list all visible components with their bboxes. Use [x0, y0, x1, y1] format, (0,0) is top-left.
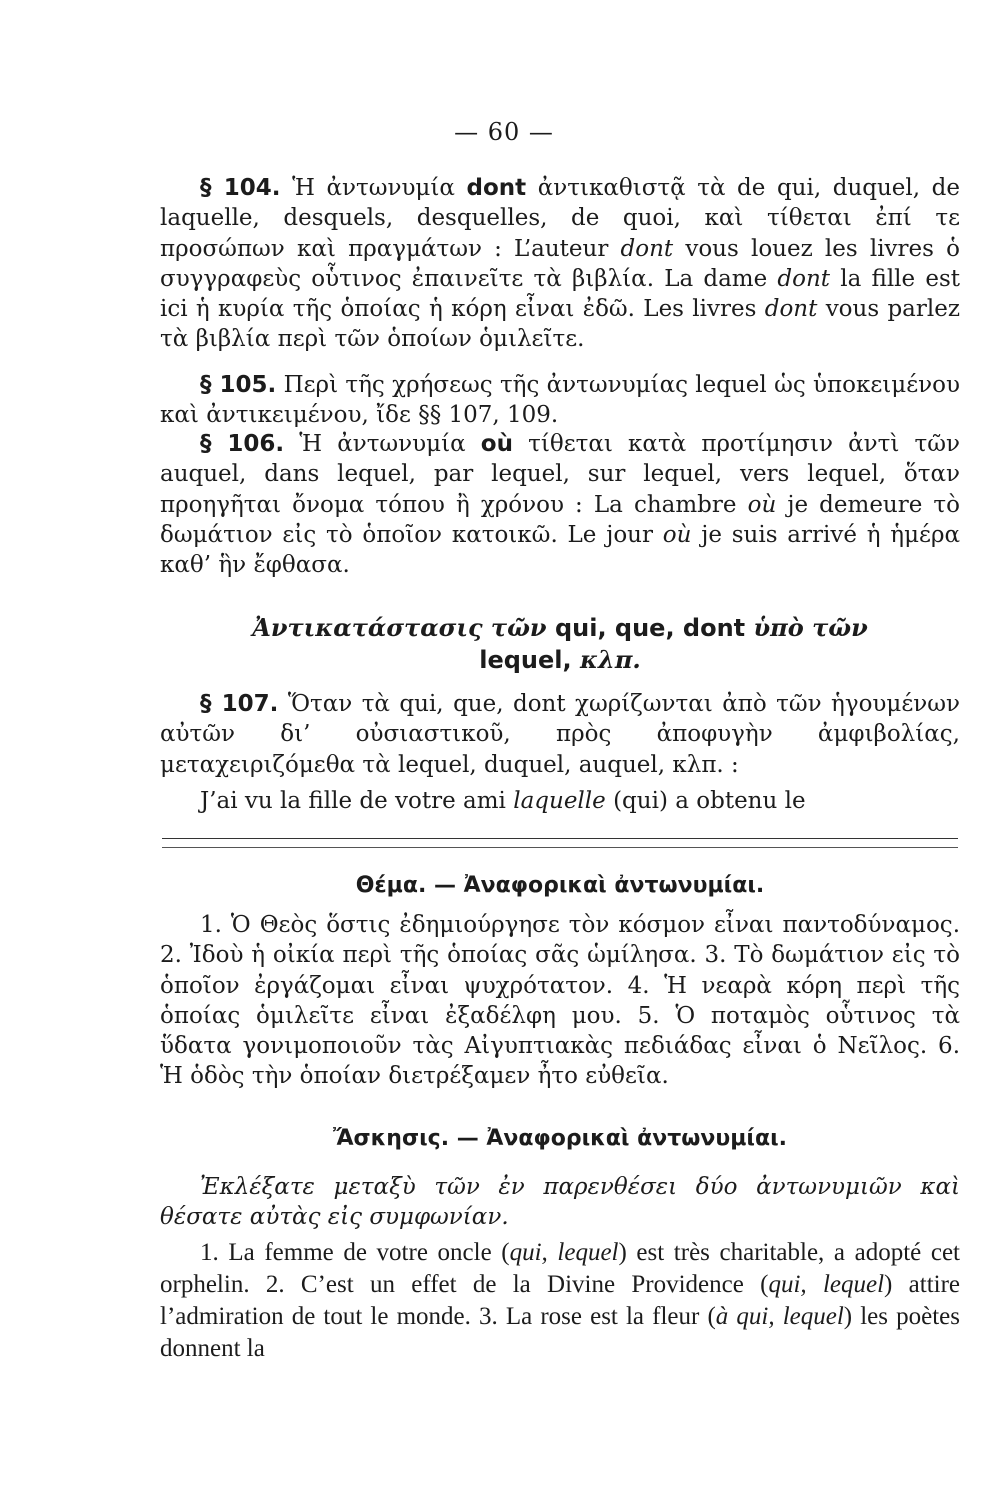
- askisis-exercises: 1. La femme de votre oncle (qui, lequel) est très charitable, a adopté cet orphelin. 2. C’est un effet de la Divine Providence (qui, lequel) attire l’admiration de tout le monde. 3. La rose est la fleur (à qui, lequel) les poètes donnent la: [160, 1239, 961, 1362]
- thema-title: Θέμα. — Ἀναφορικαὶ ἀντωνυμίαι.: [355, 873, 765, 898]
- section-mark: § 106.: [200, 431, 285, 457]
- section-107: § 107. Ὅταν τὰ qui, que, dont χωρίζωνται ἀπὸ τῶν ἡγουμένων αὐτῶν δι’ οὐσιαστικοῦ, πρὸς ἀποφυγὴν ἀμφιβολίας, μεταχειριζόμεθα τὰ lequel, duquel, auquel, κλπ. :: [160, 691, 960, 778]
- subheading: Ἀντικατάστασις τῶν qui, que, dont ὑπὸ τῶν lequel, κλπ.: [252, 613, 868, 674]
- divider: [162, 847, 958, 848]
- keyword: où: [480, 431, 513, 457]
- section-mark: § 104.: [200, 175, 281, 201]
- thema-text: 1. Ὁ Θεὸς ὅστις ἐδημιούργησε τὸν κόσμον εἶναι παντοδύναμος. 2. Ἰδοὺ ἡ οἰκία περὶ τῆς ὁποίας σᾶς ὡμίλησα. 3. Τὸ δωμάτιον εἰς τὸ ὁποῖον ἐργάζομαι εἶναι ψυχρότατον. 4. Ἡ νεαρὰ κόρη περὶ τῆς ὁποίας ὁμιλεῖτε εἶναι ἐξαδέλφη μου. 5. Ὁ ποταμὸς οὗτινος τὰ ὕδατα γονιμοποιοῦν τὰς Αἰγυπτιακὰς πεδιάδας εἶναι ὁ Νεῖλος. 6. Ἡ ὁδὸς τὴν ὁποίαν διετρέξαμεν ἦτο εὐθεῖα.: [160, 912, 960, 1090]
- section-mark: § 107.: [200, 691, 279, 717]
- askisis-instruction: Ἐκλέξατε μεταξὺ τῶν ἐν παρενθέσει δύο ἀντωνυμιῶν καὶ θέσατε αὐτὰς εἰς συμφωνίαν.: [160, 1174, 960, 1231]
- section-mark: § 105.: [200, 372, 277, 398]
- section-104: § 104. Ἡ ἀντωνυμία dont ἀντικαθιστᾷ τὰ de qui, duquel, de laquelle, desquels, desquelles, de quoi, καὶ τίθεται ἐπί τε προσώπων καὶ πραγμάτων : L’auteur dont vous louez les livres ὁ συγγραφεὺς οὗτινος ἐπαινεῖτε τὰ βιβλία. La dame dont la fille est ici ἡ κυρία τῆς ὁποίας ἡ κόρη εἶναι ἐδῶ. Les livres dont vous parlez τὰ βιβλία περὶ τῶν ὁποίων ὁμιλεῖτε.: [160, 175, 960, 353]
- keyword: dont: [466, 175, 527, 201]
- page-number: — 60 —: [454, 118, 554, 146]
- section-106: § 106. Ἡ ἀντωνυμία où τίθεται κατὰ προτίμησιν ἀντὶ τῶν auquel, dans lequel, par lequel, sur lequel, vers lequel, ὅταν προηγῆται ὄνομα τόπου ἢ χρόνου : La chambre où je demeure τὸ δωμάτιον εἰς τὸ ὁποῖον κατοικῶ. Le jour où je suis arrivé ἡ ἡμέρα καθ’ ἣν ἔφθασα.: [160, 431, 961, 579]
- section-105: § 105. Περὶ τῆς χρήσεως τῆς ἀντωνυμίας lequel ὡς ὑποκειμένου καὶ ἀντικειμένου, ἴδε §§ 107, 109.: [160, 372, 960, 429]
- section-107-example: J’ai vu la fille de votre ami laquelle (qui) a obtenu le: [200, 788, 806, 814]
- askisis-title: Ἄσκησις. — Ἀναφορικαὶ ἀντωνυμίαι.: [332, 1126, 788, 1151]
- divider: [162, 838, 958, 839]
